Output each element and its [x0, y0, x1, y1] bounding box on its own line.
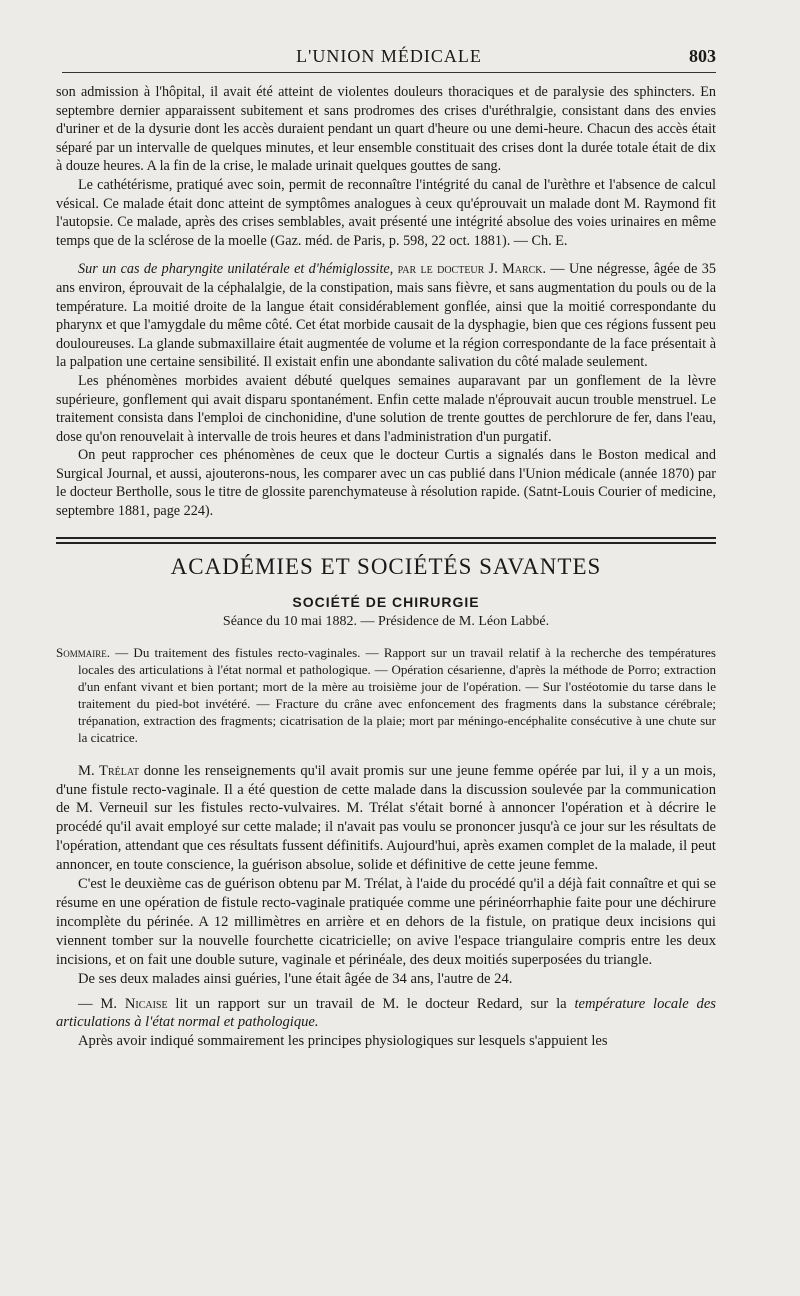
paragraph: Le cathétérisme, pratiqué avec soin, permit de reconnaître l'intégrité du canal de l'urèthre et l'absence de calcul vésical. Ce malade était donc atteint de symptômes analogues à ceux qu'éprouvait un malade dont M. Raymond fit l'autopsie. Ce malade, après des crises semblables, avait présenté une intégrité absolue des voies urinaires en même temps que de la sclérose de la moelle (Gaz. méd. de Paris, p. 598, 22 oct. 1881). — Ch. E. — [56, 176, 716, 249]
summary-paragraph — [56, 644, 716, 746]
proceedings — [56, 762, 716, 1052]
session-line: Séance du 10 mai 1882. — Présidence de M. Léon Labbé. — [222, 613, 550, 629]
summary-text: — Du traitement des fistules recto-vaginales. — Rapport sur un travail relatif à la recherche des températures locales des articulations à l'état normal et pathologique. — Opération césarienne, d'après la méthode de Porro; extraction d'un enfant vivant et bien portant; mort de la mère au troisième jour de l'opération. — Sur l'ostéotomie du tarse dans le traitement du pied-bot invétéré. — Fracture du crâne avec enfoncement des fragments dans la substance cérébrale; trépanation, extraction des fragments; cicatrisation de la plaie; mort par méningo-encéphalite consécutive à une chute sur la cicatrice. — [78, 644, 716, 745]
running-title: L'UNION MÉDICALE — [296, 46, 482, 66]
speaker-name: — M. Nicaise — [78, 995, 168, 1012]
page-header — [62, 40, 716, 73]
summary-label: Sommaire. — [56, 644, 110, 660]
paragraph: Après avoir indiqué sommairement les principes physiologiques sur lesquels s'appuient les — [78, 1033, 608, 1050]
section-divider — [56, 537, 716, 544]
page-number: 803 — [689, 46, 716, 66]
section-title: ACADÉMIES ET SOCIÉTÉS SAVANTES — [170, 553, 602, 579]
summary — [56, 644, 716, 746]
abstract-text: — Une négresse, âgée de 35 ans environ, éprouvait de la céphalalgie, de la constipation, mais sans fièvre, et sans augmentation du pouls ou de la température. La moitié droite de la langue était considérablement gonflée, ainsi que la moitié correspondante du pharynx et que l'amygdale du même côté. Cet état morbide causait de la dysphagie, bien que ces régions fussent peu douloureuses. La glande submaxillaire était augmentée de volume et la région correspondante de la face présentait à la palpation une certaine sensibilité. Il existait enfin une abondante salivation du côté malade seulement. — [56, 261, 716, 371]
society-title: SOCIÉTÉ DE CHIRURGIE — [292, 593, 480, 610]
paragraph: — M. Nicaise lit un rapport sur un travail de M. le docteur Redard, sur la température locale des articulations à l'état normal et pathologique. — [56, 995, 716, 1031]
abstract-title: Sur un cas de pharyngite unilatérale et d'hémiglossite, — [78, 261, 394, 278]
paragraph: Les phénomènes morbides avaient débuté quelques semaines auparavant par un gonflement de la lèvre supérieure, gonflement qui avait disparu spontanément. Enfin cette malade n'éprouvait aucun trouble menstruel. Le traitement consista dans l'emploi de cinchonidine, d'une solution de trente gouttes de perchlorure de fer, dans l'eau, dose qu'on renouvelait à intervalle de trois heures et dans l'administration d'un purgatif. — [56, 372, 716, 445]
abstract-author: par le docteur J. Marck. — [393, 261, 547, 278]
speaker-name: M. Trélat — [78, 762, 140, 779]
paragraph: On peut rapprocher ces phénomènes de ceux que le docteur Curtis a signalés dans le Boston medical and Surgical Journal, et aussi, ajouterons-nous, les comparer avec un cas publié dans l'Union médicale (année 1870) par le docteur Berthollе, sous le titre de glossite parenchymateuse à résolution rapide. (Satnt-Louis Courier of medicine, septembre 1881, page 224). — [56, 447, 716, 520]
paragraph: son admission à l'hôpital, il avait été atteint de violentes douleurs thoraciques et de paralysie des sphincters. En septembre dernier apparaissent subitement et sans prodromes des crises d'uréthralgie, consistant dans des envies d'uriner et de la dysurie dont les accès duraient pendant un quart d'heure ou une demi-heure. Chacun des accès était séparé par un intervalle de quelques minutes, et leur ensemble constituait des crises dont la durée totale était de dix à douze heures. A la fin de la crise, le malade urinait quelques gouttes de sang. — [56, 84, 716, 175]
paragraph: C'est le deuxième cas de guérison obtenu par M. Trélat, à l'aide du procédé qu'il a déjà fait connaître et qui se résume en une opération de fistule recto-vaginale pratiquée comme une périnéorrhaphie faite pour une déchirure incomplète du périnée. A 12 millimètres en arrière et en dehors de la fistule, on pratique deux incisions qui viennent tomber sur la nouvelle fourchette cicatricielle; on avive l'espace triangulaire compris entre les deux incisions, et on fait une double suture, vaginale et périnéale, des deux moitiés superposées du triangle. — [56, 876, 716, 968]
paragraph: M. Trélat donne les renseignements qu'il avait promis sur une jeune femme opérée par lui, il y a un mois, d'une fistule recto-vaginale. Il a été question de cette malade dans la discussion soulevée par la communication de M. Verneuil sur les fistules recto-vulvaires. M. Trélat s'était borné à annoncer l'opération et à décrire le procédé qu'il avait employé sur cette malade; il n'avait pas voulu se prononcer jusqu'à ce jour sur les résultats de l'opération, attendant que ces résultats fussent définitifs. Aujourd'hui, après examen complet de la malade, il peut annoncer, en toute conscience, la guérison absolue, solide et définitive de cette jeune femme. — [56, 762, 716, 874]
paragraph: De ses deux malades ainsi guéries, l'une était âgée de 34 ans, l'autre de 24. — [78, 970, 513, 987]
abstract-paragraph — [56, 260, 716, 372]
